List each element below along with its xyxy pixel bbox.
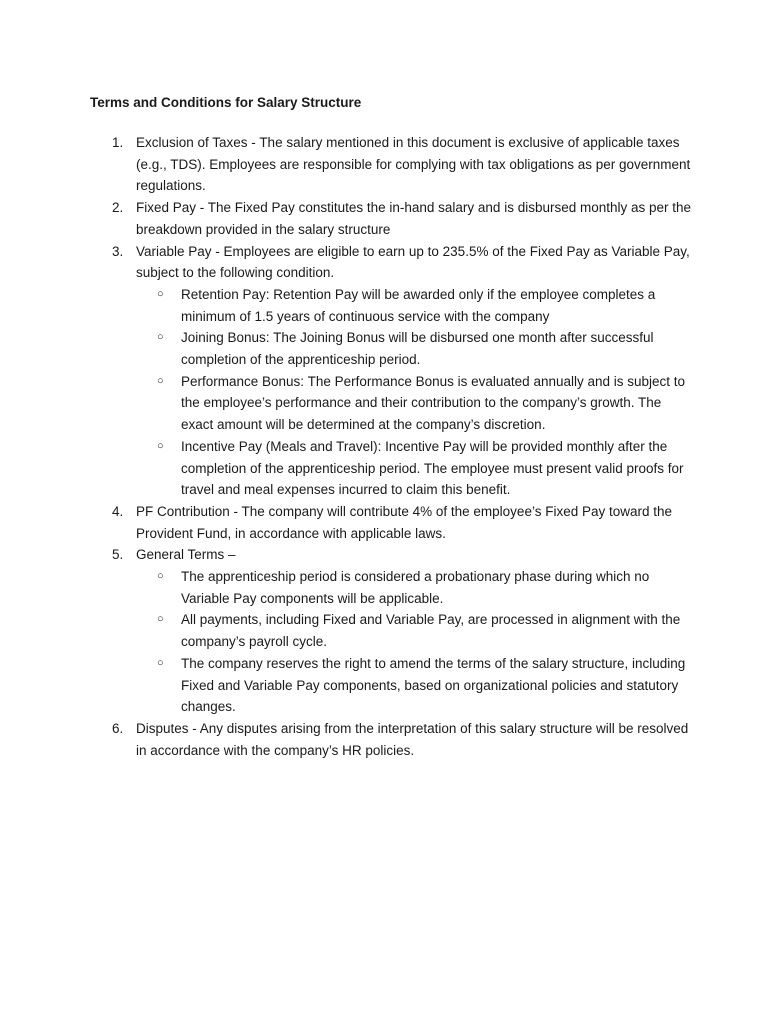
subitem-text: All payments, including Fixed and Variable Pay, are processed in alignment with the company’s payroll cycle.: [181, 612, 681, 650]
subitem-text: Joining Bonus: The Joining Bonus will be disbursed one month after successful completion of the apprenticeship period.: [181, 330, 654, 368]
item-text: Fixed Pay - The Fixed Pay constitutes the in-hand salary and is disbursed monthly as per the breakdown provided in the salary structure: [136, 200, 692, 237]
list-item: [112, 544, 696, 718]
sub-list-item: [157, 566, 696, 609]
item-number: 3.: [112, 243, 124, 259]
sub-list-item: [157, 284, 696, 327]
list-item: [112, 197, 696, 240]
circle-bullet-icon: ○: [157, 374, 164, 387]
item-text: Disputes - Any disputes arising from the interpretation of this salary structure will be resolved in accordance with the company’s HR policies.: [136, 720, 689, 758]
list-item: [112, 718, 696, 761]
subitem-text: Retention Pay: Retention Pay will be awarded only if the employee completes a minimum of 1.5 years of continuous service with the company: [181, 286, 656, 324]
circle-bullet-icon: ○: [157, 613, 164, 626]
circle-bullet-icon: ○: [157, 570, 164, 583]
terms-list: [112, 132, 696, 761]
document-title: Terms and Conditions for Salary Structure: [90, 95, 362, 110]
sub-list-item: [157, 327, 696, 370]
list-item: [112, 132, 696, 197]
item-number: 6.: [112, 720, 124, 736]
subitem-text: Performance Bonus: The Performance Bonus is evaluated annually and is subject to the employee’s performance and their contribution to the company’s growth. The exact amount will be determined at the company’s discretion.: [181, 373, 686, 433]
item-text: General Terms –: [136, 547, 236, 563]
list-item: [112, 501, 696, 544]
item-text: PF Contribution - The company will contribute 4% of the employee’s Fixed Pay toward the Provident Fund, in accordance with applicable laws.: [136, 503, 673, 541]
subitem-text: The company reserves the right to amend the terms of the salary structure, including Fixed and Variable Pay components, based on organizational policies and statutory changes.: [181, 655, 686, 715]
item-text: Variable Pay - Employees are eligible to earn up to 235.5% of the Fixed Pay as Variable Pay, subject to the following condition.: [136, 243, 690, 281]
subitem-text: The apprenticeship period is considered a probationary phase during which no Variable Pay components will be applicable.: [181, 569, 650, 606]
circle-bullet-icon: ○: [157, 439, 164, 452]
circle-bullet-icon: ○: [157, 287, 164, 300]
item-text: Exclusion of Taxes - The salary mentioned in this document is exclusive of applicable taxes (e.g., TDS). Employees are responsible for complying with tax obligations as per government regulations.: [136, 135, 691, 194]
sub-list-item: [157, 653, 696, 718]
item-number: 2.: [112, 200, 124, 216]
list-item: [112, 241, 696, 501]
circle-bullet-icon: ○: [157, 656, 164, 669]
sub-list-item: [157, 371, 696, 436]
variable-pay-sublist: [136, 284, 696, 501]
sub-list-item: [157, 609, 696, 652]
subitem-text: Incentive Pay (Meals and Travel): Incentive Pay will be provided monthly after the completion of the apprenticeship period. The employee must present valid proofs for travel and meal expenses incurred to claim this benefit.: [181, 438, 684, 498]
sub-list-item: [157, 436, 696, 501]
general-terms-sublist: [136, 566, 696, 718]
item-number: 5.: [112, 547, 124, 563]
circle-bullet-icon: ○: [157, 331, 164, 344]
item-number: 1.: [112, 135, 124, 150]
item-number: 4.: [112, 503, 124, 519]
